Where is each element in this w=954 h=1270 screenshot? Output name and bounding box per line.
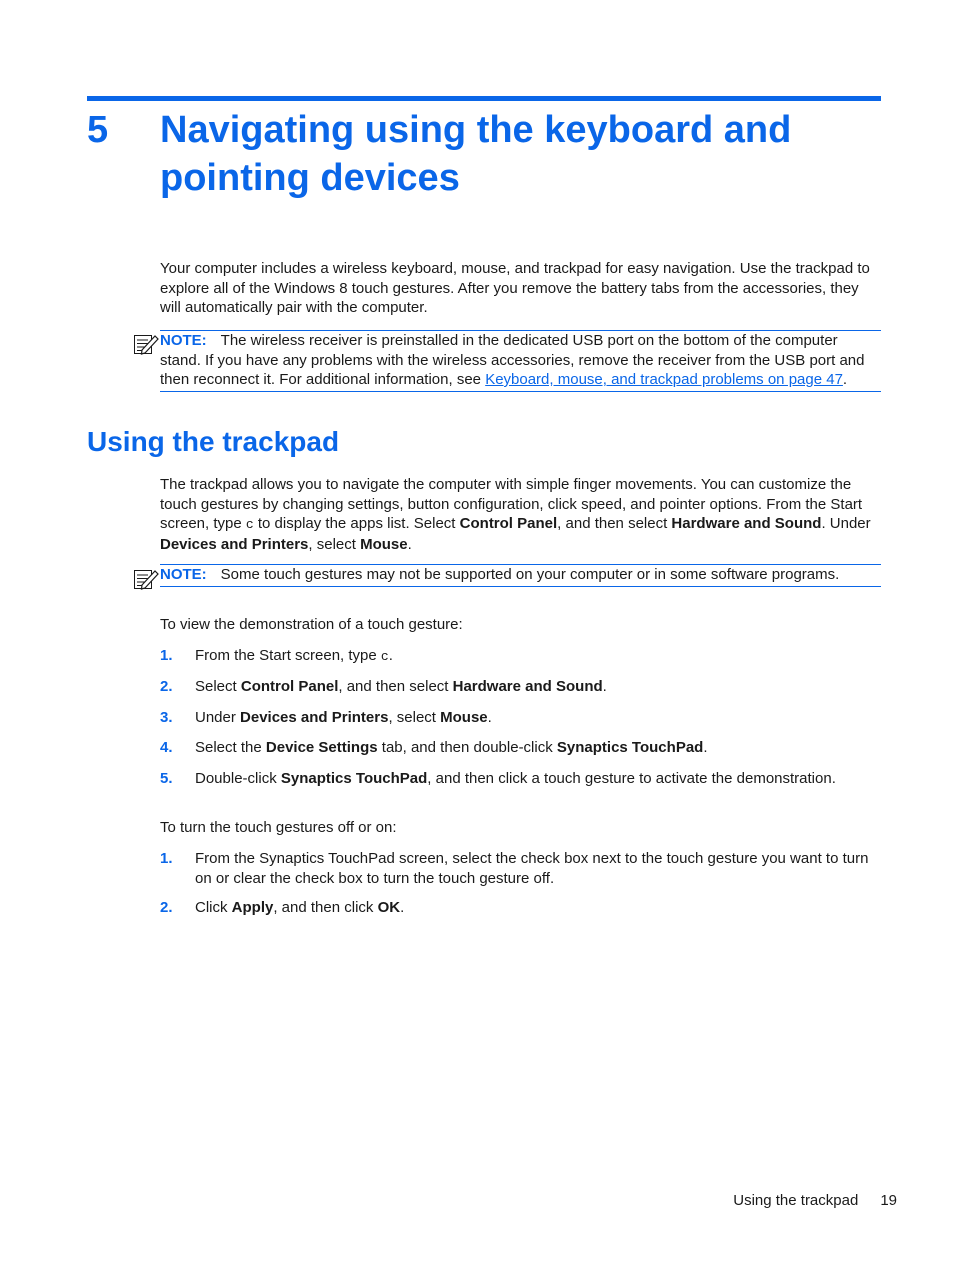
text: Double-click [195, 770, 281, 787]
text: . [602, 678, 607, 695]
note-text: The wireless receiver is preinstalled in the dedicated USB port on the bottom of the computer stand. If you have any problems with the wireless accessories, remove the receiver from the USB port and then reconnect it. For additional information, see [160, 332, 865, 388]
trackpad-paragraph [160, 475, 882, 554]
synaptics-touchpad-term: Synaptics TouchPad [556, 739, 704, 756]
apply-term: Apply [231, 899, 274, 916]
text: , and then click [273, 899, 378, 916]
hardware-sound-term: Hardware and Sound [452, 678, 603, 695]
step-number: 3. [160, 709, 173, 726]
text: Click [195, 899, 232, 916]
text: , and then select [338, 678, 453, 695]
list-item [160, 646, 882, 667]
text: Select [195, 678, 241, 695]
text: . Under [821, 515, 871, 532]
list-item [160, 738, 882, 758]
chapter-rule [87, 96, 881, 101]
text: to display the apps list. Select [253, 515, 460, 532]
text: , and then click a touch gesture to activate the demonstration. [427, 770, 836, 787]
step-number: 1. [160, 850, 173, 867]
device-settings-term: Device Settings [265, 739, 378, 756]
text: . [487, 709, 492, 726]
control-panel-term: Control Panel [240, 678, 339, 695]
text: From the Synaptics TouchPad screen, select the check box next to the touch gesture you want to turn on or clear the check box to turn the touch gesture off. [195, 850, 869, 887]
step-number: 1. [160, 647, 173, 664]
note-touch-gestures [160, 564, 881, 587]
key-c: c [245, 517, 254, 532]
intro-paragraph: Your computer includes a wireless keyboard, mouse, and trackpad for easy navigation. Use the trackpad to explore all of the Windows 8 touch gestures. After you remove the battery tabs from the accessories, they will automatically pair with the computer. [160, 260, 870, 316]
note-pencil-icon [133, 568, 159, 590]
text: , select [388, 709, 441, 726]
text: , select [308, 535, 361, 553]
text: . [703, 739, 708, 756]
note-label: NOTE: [160, 332, 207, 349]
mouse-term: Mouse [440, 709, 488, 726]
chapter-number: 5 [87, 109, 109, 151]
text: . [407, 535, 412, 553]
toggle-intro: To turn the touch gestures off or on: [160, 819, 397, 836]
note-pencil-icon [133, 333, 159, 355]
mouse-term: Mouse [360, 535, 408, 553]
step-number: 5. [160, 770, 173, 787]
list-item [160, 898, 882, 918]
key-c: c [380, 649, 389, 664]
text: . [388, 647, 393, 664]
text: From the Start screen, type [195, 647, 381, 664]
chapter-title: Navigating using the keyboard and pointing devices [160, 109, 792, 199]
list-item [160, 849, 882, 888]
step-number: 2. [160, 678, 173, 695]
text: The trackpad allows you to navigate the computer with simple finger movements. You can customize the touch gestures by changing settings, button configuration, click speed, and pointer options. From the Start screen, type [160, 476, 863, 532]
note-end: . [842, 371, 848, 388]
step-number: 2. [160, 899, 173, 916]
note-label: NOTE: [160, 566, 207, 583]
text: Under [195, 709, 241, 726]
step-number: 4. [160, 739, 173, 756]
devices-printers-term: Devices and Printers [160, 535, 309, 553]
synaptics-touchpad-term: Synaptics TouchPad [280, 770, 428, 787]
hardware-sound-term: Hardware and Sound [671, 515, 822, 532]
text: tab, and then double-click [377, 739, 557, 756]
keyboard-problems-link[interactable]: Keyboard, mouse, and trackpad problems on page 47 [485, 371, 843, 388]
page-footer [700, 1191, 897, 1211]
control-panel-term: Control Panel [459, 515, 558, 532]
devices-printers-term: Devices and Printers [240, 709, 389, 726]
demo-intro: To view the demonstration of a touch gesture: [160, 616, 463, 633]
ok-term: OK [377, 899, 401, 916]
list-item [160, 677, 882, 697]
text: Select the [195, 739, 266, 756]
list-item [160, 708, 882, 728]
footer-section-title: Using the trackpad [733, 1192, 859, 1209]
text: , and then select [557, 515, 672, 532]
list-item [160, 769, 882, 789]
page-number: 19 [880, 1192, 897, 1209]
note-text: Some touch gestures may not be supported on your computer or in some software programs. [220, 566, 840, 583]
note-wireless-receiver [160, 330, 881, 392]
text: . [400, 899, 405, 916]
section-title: Using the trackpad [87, 426, 340, 457]
